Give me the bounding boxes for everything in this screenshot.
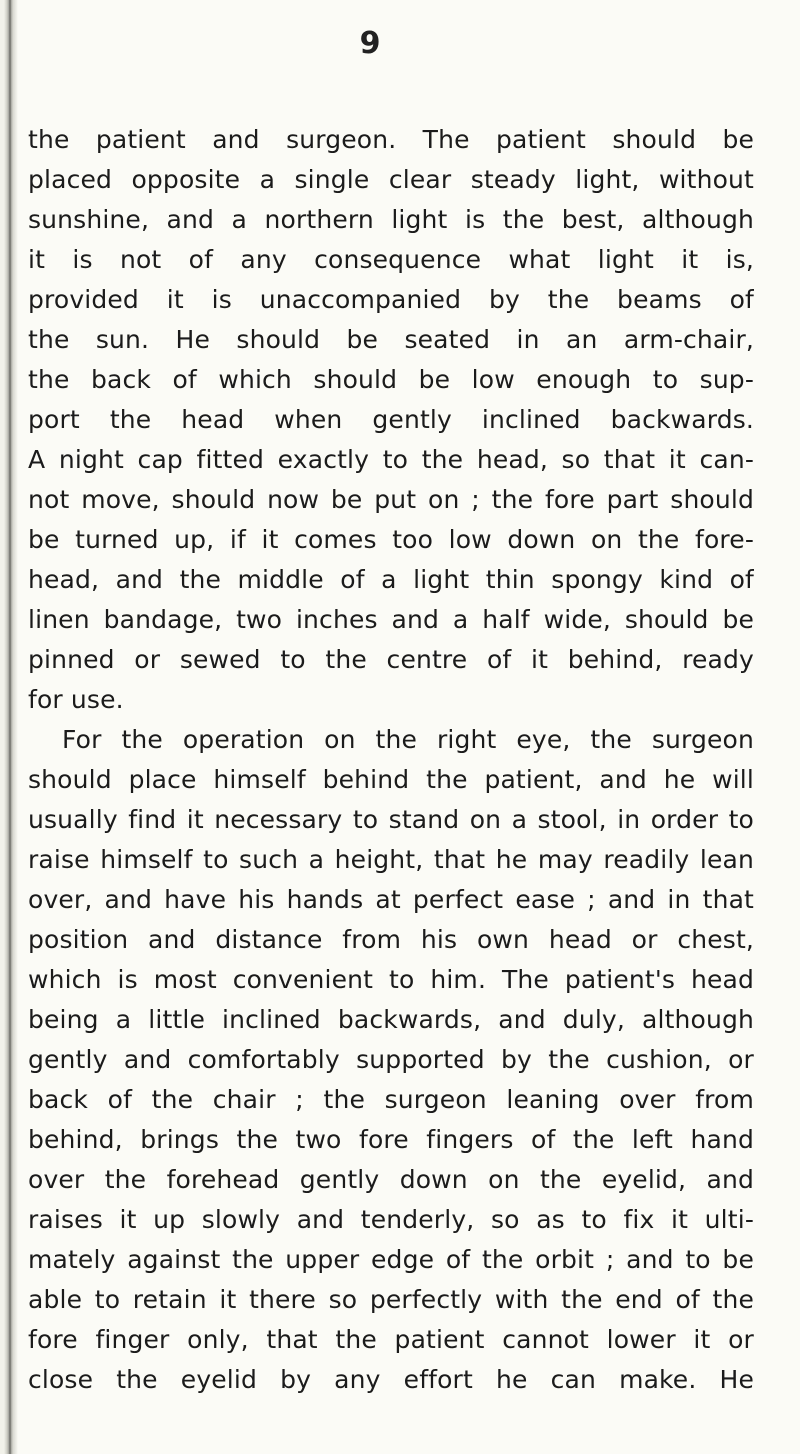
text-line: placed opposite a single clear steady light, without (28, 165, 754, 194)
text-line: it is not of any consequence what light it is, (28, 245, 754, 274)
text-line: fore finger only, that the patient cannot lower it or (28, 1325, 754, 1354)
text-line: not move, should now be put on ; the fore part should (28, 485, 754, 514)
text-line: head, and the middle of a light thin spongy kind of (28, 565, 754, 594)
text-line: A night cap fitted exactly to the head, so that it can- (28, 445, 754, 474)
text-line: sunshine, and a northern light is the best, although (28, 205, 754, 234)
text-line: pinned or sewed to the centre of it behind, ready (28, 645, 754, 674)
page-binding-line (9, 0, 11, 1454)
text-line: raise himself to such a height, that he may readily lean (28, 845, 754, 874)
text-line: close the eyelid by any effort he can make. He (28, 1365, 754, 1394)
paragraph-start-line: For the operation on the right eye, the surgeon (62, 725, 754, 754)
text-line: the patient and surgeon. The patient should be (28, 125, 754, 154)
text-line: being a little inclined backwards, and duly, although (28, 1005, 754, 1034)
text-line: be turned up, if it comes too low down on the fore- (28, 525, 754, 554)
text-line: back of the chair ; the surgeon leaning over from (28, 1085, 754, 1114)
text-line: raises it up slowly and tenderly, so as to fix it ulti- (28, 1205, 754, 1234)
text-line: for use. (28, 685, 124, 714)
text-line: linen bandage, two inches and a half wide, should be (28, 605, 754, 634)
text-line: should place himself behind the patient, and he will (28, 765, 754, 794)
text-line: over the forehead gently down on the eyelid, and (28, 1165, 754, 1194)
page-number: 9 (359, 26, 381, 61)
text-line: mately against the upper edge of the orbit ; and to be (28, 1245, 754, 1274)
body-text (28, 120, 754, 1400)
text-line: the sun. He should be seated in an arm-chair, (28, 325, 754, 354)
text-line: port the head when gently inclined backwards. (28, 405, 754, 434)
text-line: which is most convenient to him. The patient's head (28, 965, 754, 994)
text-line: position and distance from his own head or chest, (28, 925, 754, 954)
text-line: gently and comfortably supported by the cushion, or (28, 1045, 754, 1074)
text-line: able to retain it there so perfectly with the end of the (28, 1285, 754, 1314)
text-line: over, and have his hands at perfect ease ; and in that (28, 885, 754, 914)
text-line: the back of which should be low enough to sup- (28, 365, 754, 394)
text-line: behind, brings the two fore fingers of the left hand (28, 1125, 754, 1154)
text-line: usually find it necessary to stand on a stool, in order to (28, 805, 754, 834)
text-line: provided it is unaccompanied by the beams of (28, 285, 754, 314)
